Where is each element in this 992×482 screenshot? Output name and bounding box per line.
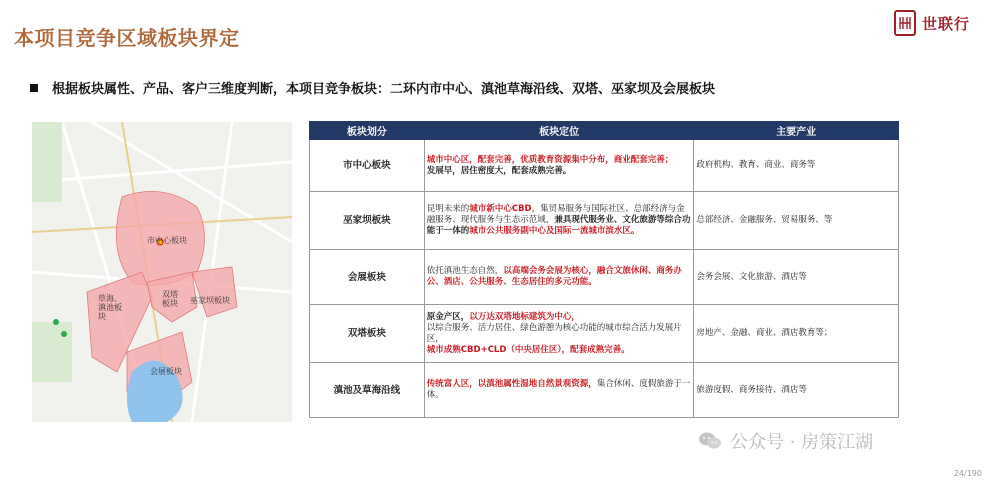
map-label-center: 市中心板块 xyxy=(147,236,187,245)
sector-name: 会展板块 xyxy=(310,250,425,305)
wechat-watermark xyxy=(698,428,873,454)
positioning-text: 传统富人区，以滇池属性湿地自然景观资源， xyxy=(426,379,597,389)
col-header-industry: 主要产业 xyxy=(694,122,899,140)
sector-positioning xyxy=(424,363,694,418)
positioning-text: 以综合服务、活力居住、绿色游憩为核心功能的城市综合活力发展片区， xyxy=(426,322,682,344)
map-panel[interactable] xyxy=(32,122,292,422)
table-row xyxy=(310,250,899,305)
sector-table xyxy=(309,121,899,418)
page-number: 24/190 xyxy=(953,469,982,478)
positioning-text: 兼具现代服务业、文化旅游等综合功能于一体的 xyxy=(426,215,691,236)
sector-industry: 房地产、金融、商业、酒店教育等； xyxy=(694,305,899,363)
sector-industry: 会务会展、文化旅游、酒店等 xyxy=(694,250,899,305)
brand-logo xyxy=(894,10,970,36)
table-row xyxy=(310,192,899,250)
positioning-text: 原金产区， xyxy=(426,311,470,322)
positioning-text: 昆明未来的 xyxy=(426,204,470,214)
page-title: 本项目竞争区域板块界定 xyxy=(14,26,240,50)
positioning-text: 集合休闲、度假旅游于一体。 xyxy=(426,379,691,400)
intro-text: 根据板块属性、产品、客户三维度判断，本项目竞争板块：二环内市中心、滇池草海沿线、双塔、巫家坝及会展板块 xyxy=(52,82,716,97)
table-row xyxy=(310,140,899,192)
positioning-text: 以高端会务会展为核心，融合文旅休闲、商务办公、酒店、公共服务、生态居住的多元功能。 xyxy=(426,266,682,287)
sector-positioning xyxy=(424,250,694,305)
sector-name: 市中心板块 xyxy=(310,140,425,192)
map-canvas xyxy=(32,122,292,422)
positioning-text: 以万达双塔地标建筑为中心， xyxy=(469,311,580,322)
shilian-logo-icon xyxy=(894,10,916,36)
sector-name: 巫家坝板块 xyxy=(310,192,425,250)
bullet-icon xyxy=(30,84,38,92)
sector-positioning xyxy=(424,192,694,250)
sector-positioning xyxy=(424,305,694,363)
intro-line xyxy=(30,78,715,97)
positioning-text: 城市公共服务副中心及国际一流城市滨水区。 xyxy=(469,226,640,236)
sector-industry: 旅游度假、商务接待、酒店等 xyxy=(694,363,899,418)
map-label-caohai: 草海、滇池板块 xyxy=(98,294,122,321)
sector-industry: 政府机构、教育、商业、商务等 xyxy=(694,140,899,192)
table-row xyxy=(310,363,899,418)
sector-positioning xyxy=(424,140,694,192)
positioning-text: 发展早，居住密度大，配套成熟完善。 xyxy=(426,165,572,176)
sector-industry: 总部经济、金融服务、贸易服务、等 xyxy=(694,192,899,250)
col-header-positioning: 板块定位 xyxy=(424,122,694,140)
table-header-row xyxy=(310,122,899,140)
positioning-text: 城市成熟CBD+CLD（中央居住区），配套成熟完善。 xyxy=(426,344,630,355)
map-label-huizhan: 会展板块 xyxy=(150,367,182,376)
positioning-text: 依托滇池生态自然， xyxy=(426,266,504,276)
map-label-wujiaba: 巫家坝板块 xyxy=(190,296,230,305)
table-row xyxy=(310,305,899,363)
wechat-icon xyxy=(698,431,722,451)
positioning-text: 城市中心区，配套完善，优质教育资源集中分布，商业配套完善； xyxy=(426,154,674,165)
sector-name: 双塔板块 xyxy=(310,305,425,363)
sector-name: 滇池及草海沿线 xyxy=(310,363,425,418)
map-label-shuangta: 双塔板块 xyxy=(162,290,178,308)
col-header-sector: 板块划分 xyxy=(310,122,425,140)
positioning-text: ，集贸易服务与国际社区、总部经济与金融服务、现代服务与生态示范域， xyxy=(426,204,685,225)
positioning-text: 城市新中心CBD xyxy=(469,204,532,214)
logo-text: 世联行 xyxy=(921,14,970,33)
watermark-text: 公众号 · 房策江湖 xyxy=(730,432,874,453)
